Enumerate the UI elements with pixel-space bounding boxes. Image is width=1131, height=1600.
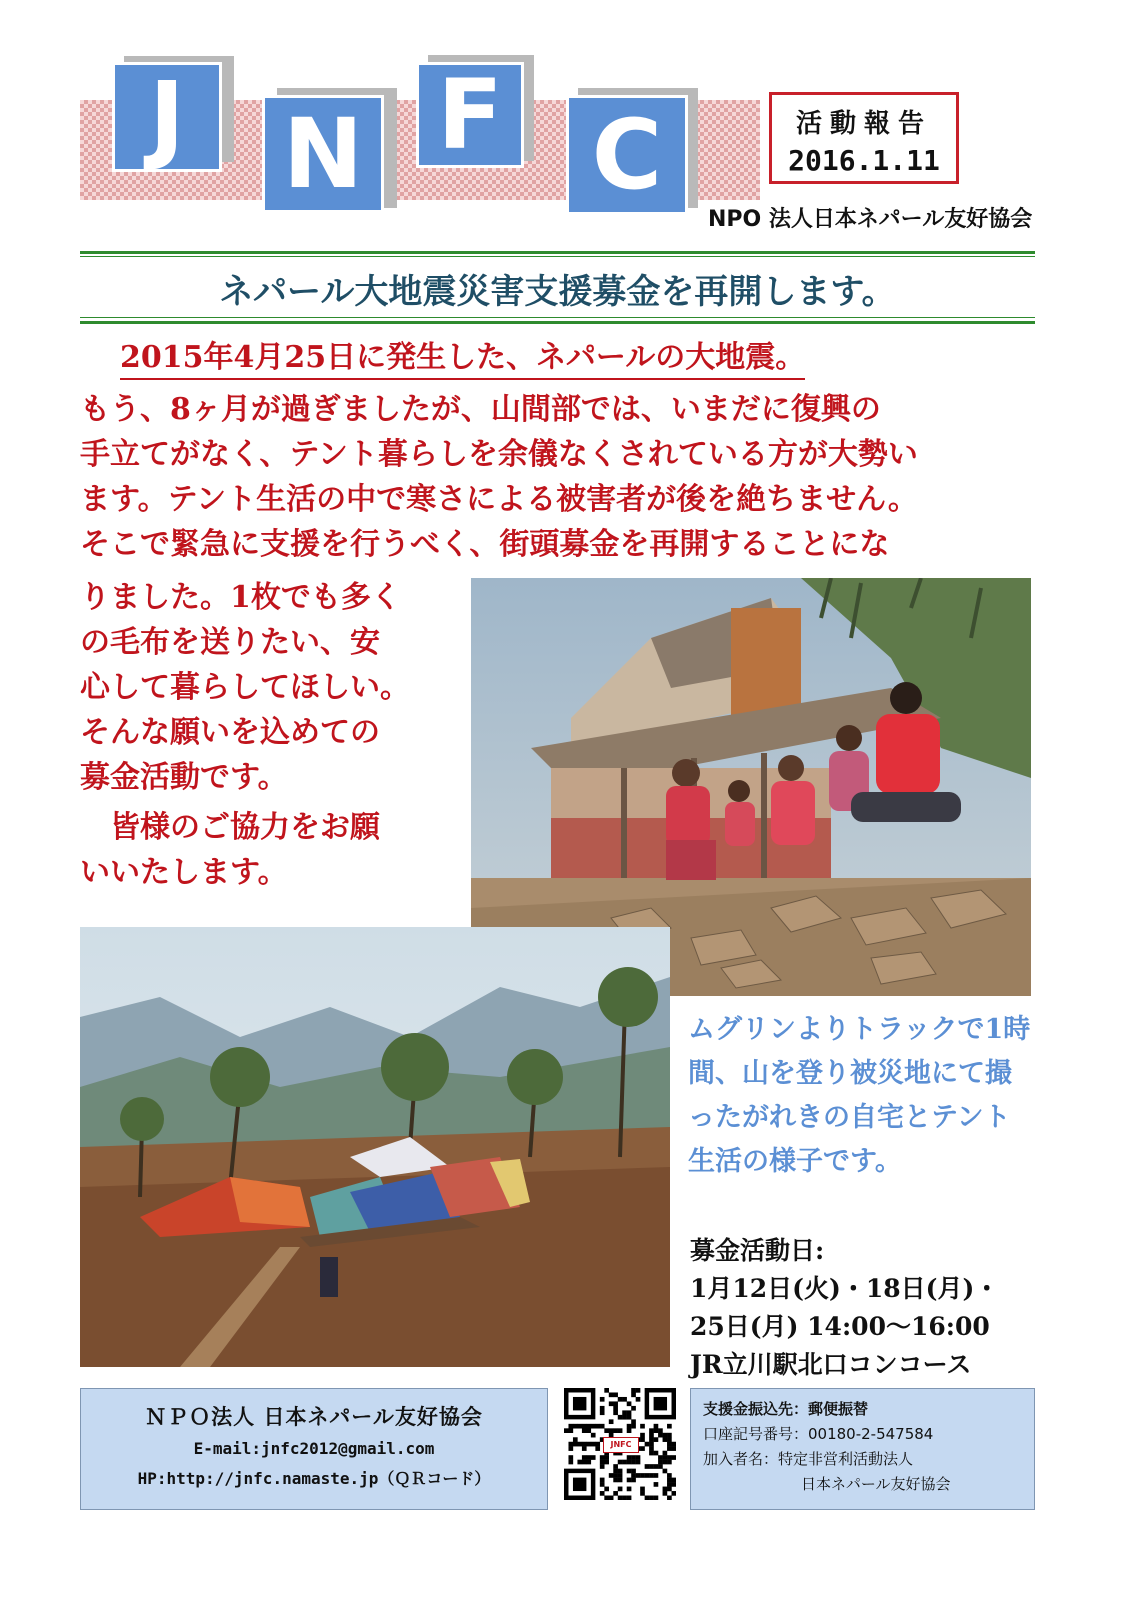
- bank-holder-label: 加入者名：特定非営利活動法人: [703, 1450, 914, 1468]
- qr-logo: JNFC: [603, 1437, 639, 1453]
- fundraising-label: 募金活動日:: [690, 1236, 825, 1265]
- logo-letter-n: N: [262, 95, 384, 213]
- body-line: ます。テント生活の中で寒さによる被害者が後を絶ちません。: [80, 482, 918, 517]
- body-line: の毛布を送りたい、安: [80, 625, 380, 660]
- body-line: いいたします。: [80, 855, 288, 890]
- body-line: 手立てがなく、テント暮らしを余儀なくされている方が大勢い: [80, 437, 918, 472]
- caption-line: 生活の様子です。: [688, 1146, 902, 1177]
- body-line: もう、8ヶ月が過ぎましたが、山間部では、いまだに復興の: [80, 392, 881, 427]
- divider-top-thin: [80, 256, 1035, 257]
- photo-tent-camp: [80, 927, 670, 1367]
- logo-letter-f: F: [416, 62, 524, 168]
- caption-line: ったがれきの自宅とテント: [688, 1102, 1011, 1133]
- org-name: NPO 法人日本ネパール友好協会: [708, 207, 1033, 232]
- caption-line: 間、山を登り被災地にて撮: [688, 1058, 1012, 1089]
- contact-email[interactable]: E-mail:jnfc2012@gmail.com: [193, 1439, 435, 1458]
- body-line: そこで緊急に支援を行うべく、街頭募金を再開することにな: [80, 527, 890, 562]
- bank-holder-name: 日本ネパール友好協会: [801, 1475, 951, 1493]
- report-box: [769, 92, 959, 184]
- page-headline: ネパール大地震災害支援募金を再開します。: [219, 272, 896, 312]
- report-title: 活動報告: [795, 109, 932, 139]
- report-date: 2016.1.11: [788, 144, 940, 177]
- fundraising-line: 1月12日(火)・18日(月)・: [690, 1274, 1000, 1303]
- divider-bottom: [80, 321, 1035, 324]
- bank-account: 口座記号番号：00180-2-547584: [703, 1425, 934, 1443]
- divider-top: [80, 251, 1035, 254]
- photo-caption: [688, 1008, 1030, 1184]
- body-line: そんな願いを込めての: [80, 715, 380, 750]
- body-line: 心して暮らしてほしい。: [80, 670, 410, 705]
- logo-letter-j: J: [112, 62, 222, 172]
- body-line: りました。1枚でも多く: [80, 580, 401, 615]
- logo-letter-c: C: [566, 95, 688, 215]
- fundraising-schedule: [690, 1232, 999, 1384]
- divider-bottom-thin: [80, 317, 1035, 318]
- fundraising-line: 25日(月) 14:00〜16:00: [690, 1312, 990, 1341]
- contact-homepage[interactable]: HP:http://jnfc.namaste.jp（ＱＲコード）: [137, 1469, 491, 1488]
- body-line: 募金活動です。: [80, 760, 288, 795]
- contact-box: [80, 1388, 548, 1510]
- bank-title: 支援金振込先：郵便振替: [703, 1400, 869, 1418]
- fundraising-line: JR立川駅北口コンコース: [690, 1350, 972, 1379]
- bank-transfer-box: [690, 1388, 1035, 1510]
- lead-sentence: 2015年4月25日に発生した、ネパールの大地震。: [120, 338, 805, 380]
- contact-org: ＮＰＯ法人 日本ネパール友好協会: [145, 1405, 483, 1429]
- caption-line: ムグリンよりトラックで1時: [688, 1014, 1031, 1045]
- body-line: 皆様のご協力をお願: [80, 810, 380, 845]
